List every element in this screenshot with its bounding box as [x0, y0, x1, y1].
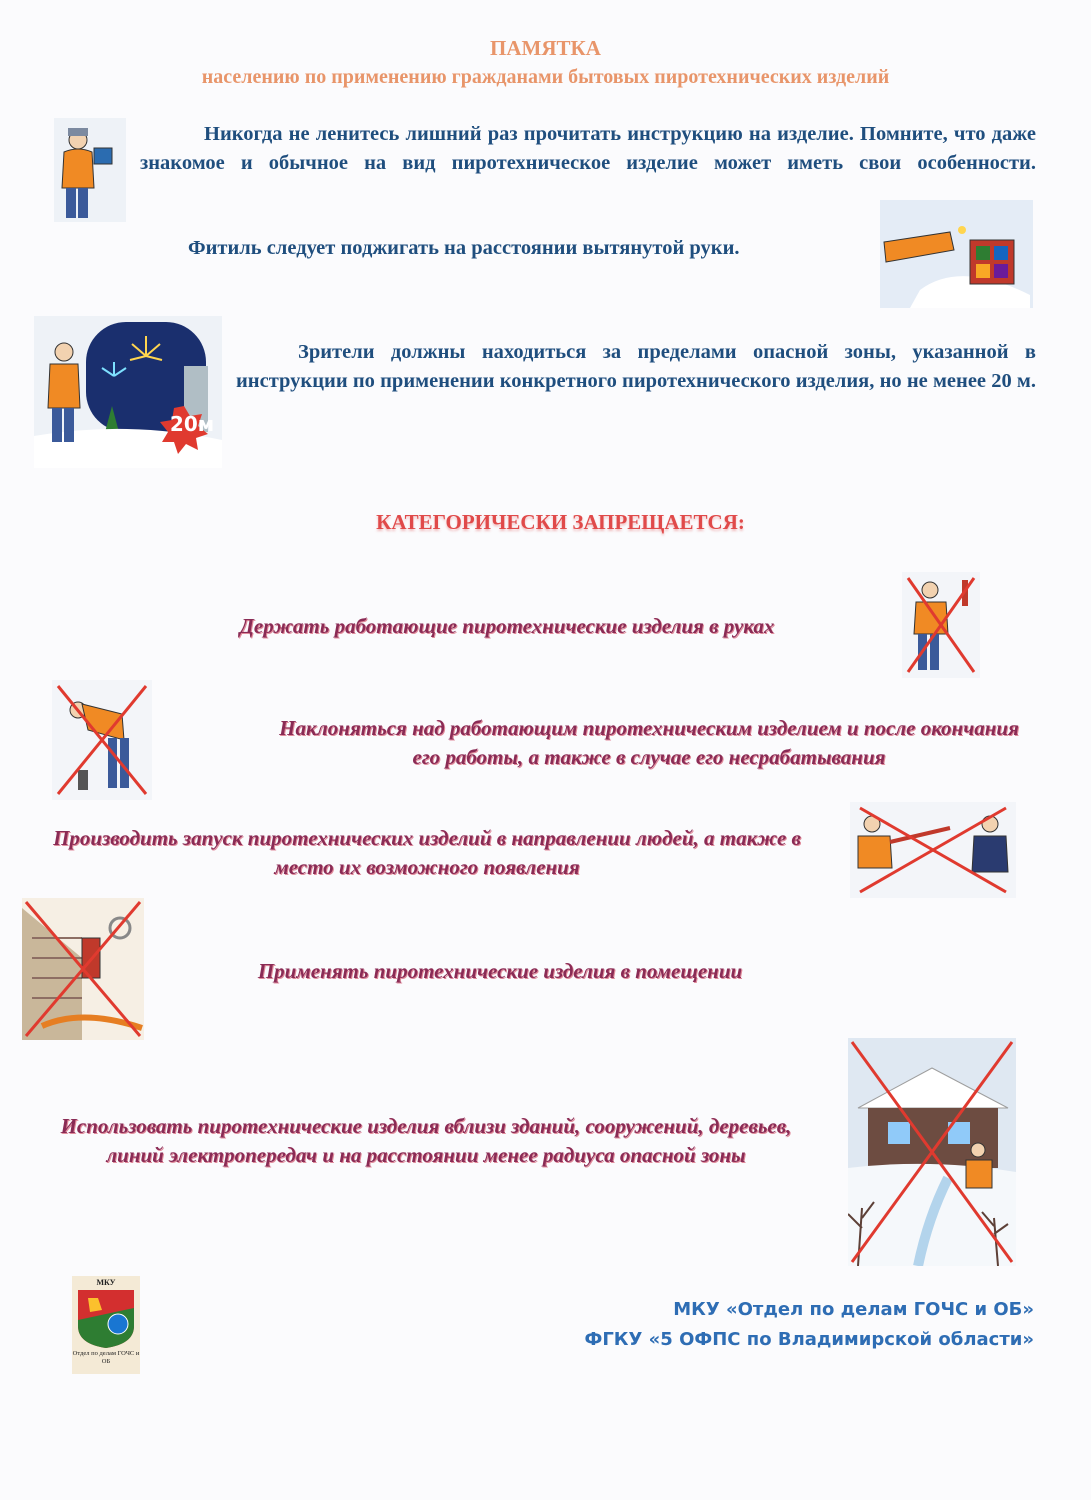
footer-line-1: МКУ «Отдел по делам ГОЧС и ОБ» [673, 1299, 1034, 1320]
prohibited-item-near-buildings: Использовать пиротехнические изделия вблизи зданий, сооружений, деревьев, линий электропередач и на расстоянии менее радиуса опасной зоны [60, 1114, 792, 1167]
prohibited-item-indoors: Применять пиротехнические изделия в помещении [257, 959, 743, 983]
crossed-indoor-fireworks-illustration [22, 898, 144, 1040]
crossed-aiming-at-people-illustration [850, 802, 1016, 898]
prohibited-item-hands: Держать работающие пиротехнические изделия в руках [239, 614, 775, 638]
municipal-emblem [72, 1276, 140, 1374]
page-title: ПАМЯТКА [490, 36, 601, 60]
tip-distance: Зрители должны находиться за пределами опасной зоны, указанной в инструкции по применении конкретного пиротехнического изделия, но не менее 20 м. [236, 341, 1036, 392]
prohibited-item-direction: Производить запуск пиротехнических изделий в направлении людей, а также в место их возможного появления [53, 826, 801, 879]
page-subtitle: населению по применению гражданами бытовых пиротехнических изделий [201, 66, 890, 88]
person-reading-illustration [54, 118, 126, 222]
crossed-near-buildings-illustration [848, 1038, 1016, 1266]
tip-fuse: Фитиль следует поджигать на расстоянии вытянутой руки. [188, 237, 740, 259]
distance-badge: 20м [169, 412, 215, 436]
emblem-caption: Отдел по делам ГОЧС и ОБ [72, 1350, 140, 1365]
emblem-top-label: МКУ [96, 1278, 116, 1287]
spectators-fireworks-illustration [34, 316, 222, 468]
tip-instruction: Никогда не ленитесь лишний раз прочитать инструкцию на изделие. Помните, что даже знакомое и обычное на вид пиротехническое изделие может иметь свои особенности. [140, 123, 1036, 174]
crossed-leaning-over-illustration [52, 680, 152, 800]
crossed-holding-firework-illustration [902, 572, 980, 678]
prohibited-item-leaning: Наклоняться над работающим пиротехническим изделием и после окончания его работы, а также в случае его несрабатывания [279, 716, 1019, 769]
prohibited-heading: КАТЕГОРИЧЕСКИ ЗАПРЕЩАЕТСЯ: [376, 510, 745, 534]
lighting-fuse-illustration [880, 200, 1033, 308]
footer-line-2: ФГКУ «5 ОФПС по Владимирской области» [584, 1329, 1034, 1350]
